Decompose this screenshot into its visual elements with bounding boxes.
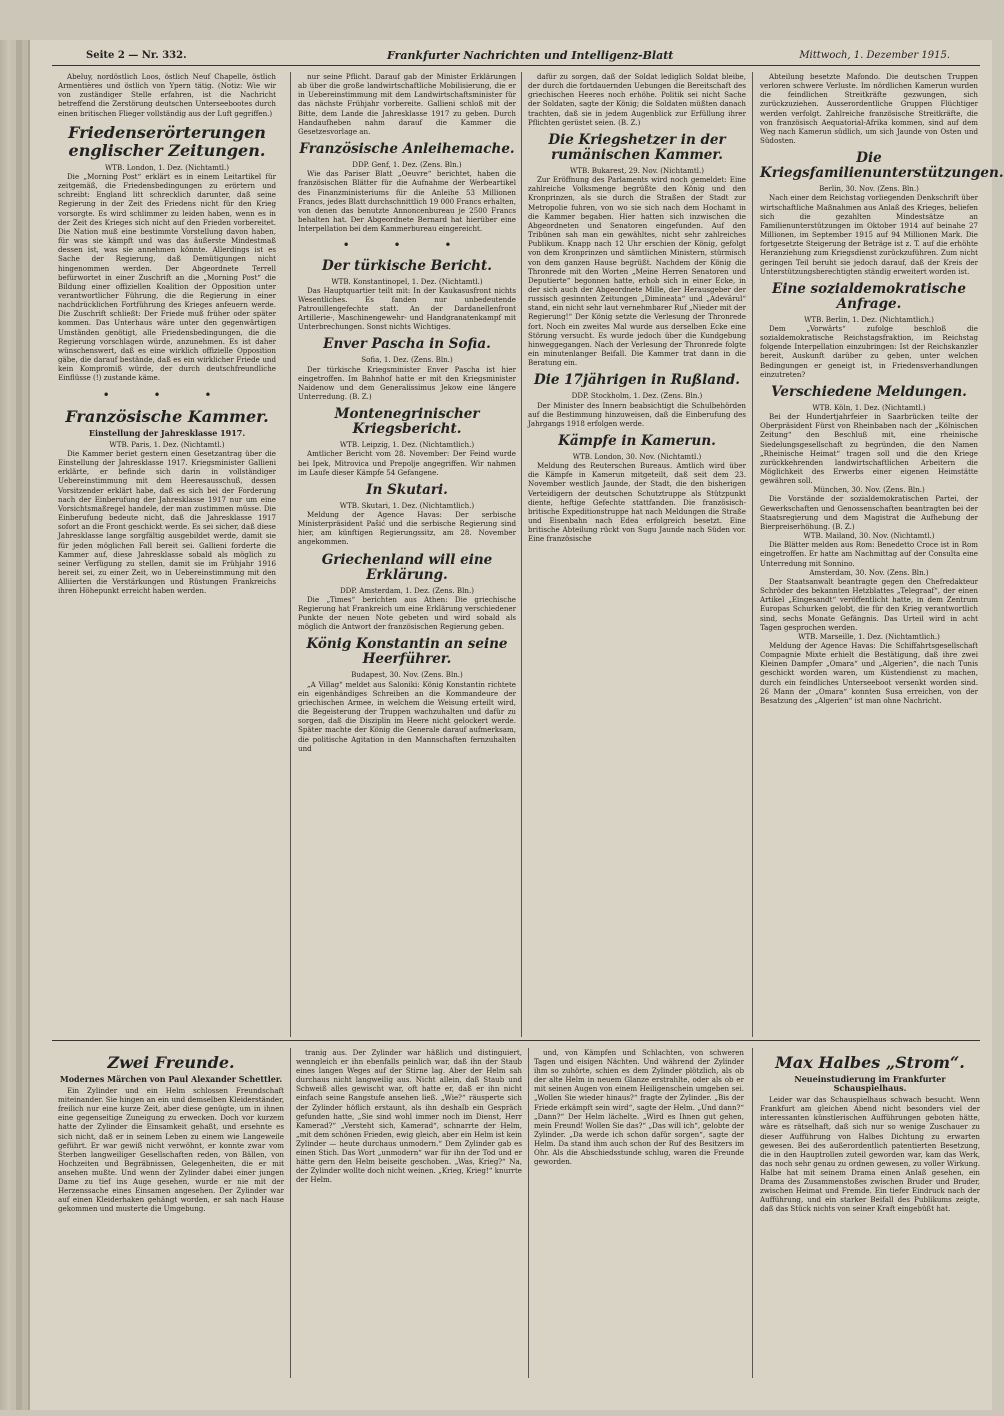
article-text: Der Minister des Innern beabsichtigt die Schulbehörden auf die Bestimmung hinzuweisen, daß die Einberufung des Jahrgangs 1918 erfolgen werde. [528,400,746,428]
article-text: Meldung der Agence Havas: Der serbische Ministerpräsident Pašić und die serbische Regierung sind hier, am künftigen Regierungssitz, am 28. November angekommen. [298,510,516,547]
article-text: Der Staatsanwalt beantragte gegen den Chefredakteur Schröder des bekannten Hetzblattes „Telegraaf“, der einen Artikel „Eingesandt“ veröffentlicht hatte, in dem Zentrum Europas Schurken gelobt, die für den Krieg verantwortlich sind, sechs Monate Gefängnis. Das Urteil wird in acht Tagen gesprochen werden. [760,576,978,632]
article-text: Wie das Pariser Blatt „Oeuvre“ berichtet, haben die französischen Blätter für die Aufnahme der Werbeartikel des Finanzministeriums für die Anleihe 53 Millionen Francs, jedes Blatt durchschnittlich 19 000 Francs erhalten, von denen das benutzte Annoncenbureau je 2500 Francs behalten hat. Der Abgeordnete Bernard hat hierüber eine Interpellation bei dem Kammerbureau eingereicht. [298,169,516,234]
article-dateline: Berlin, 30. Nov. (Zens. Bln.) [819,184,919,194]
article-headline: Französische Kammer. [65,406,269,426]
column-rule [528,1048,529,1378]
page-number: Seite 2 — Nr. 332. [86,50,187,61]
article-dateline: WTB. Berlin, 1. Dez. (Nichtamtlich.) [804,314,934,324]
feuilleton-text: tranig aus. Der Zylinder war häßlich und distinguiert, wenngleich er ihn ebenfalls peinlich war, daß ihn der Staub eines langen Weges auf der Stirne lag. Aber der Helm sah durchaus nicht langweilig aus. Nicht allein, daß Staub und Schweiß alles gewischt war, oft hatte er, daß er ihn nicht einfach seine Rangstufe ansehen ließ. „Wie?“ räusperte sich der Zylinder höflich erstaunt, als ihn deshalb ein Gespräch gefunden hatte, „Sie sind wohl immer noch im Dienst, Herr Kamerad?“ „Versteht sich, Kamerad“, schnarrte der Helm, „mit dem schönen Frieden, ewig gleich, aber ein Helm ist kein Zylinder — heute durchaus unmodern.“ Dem Zylinder gab es einen Stich. Das Wort „unmodern“ war für ihn der Tod und er hätte gern den Helm beiseite geschoben. „Was, Krieg?“ Na, der Zylinder wollte doch nicht weinen. „Krieg, Krieg!“ knurrte der Helm. [296,1048,522,1185]
article-dateline: DDP. Amsterdam, 1. Dez. (Zens. Bln.) [340,585,474,595]
article-text: Die „Times“ berichten aus Athen: Die griechische Regierung hat Frankreich um eine Erklärung verschiedener Punkte der neuen Note gebeten und wird sobald als möglich die Antwort der französischen Regierung geben. [298,594,516,632]
article-headline: Der türkische Bericht. [322,257,492,274]
article-text: Der türkische Kriegsminister Enver Pascha ist hier eingetroffen. Im Bahnhof hatte er mit den Kriegsminister Naidenow und dem Generalissimus Jekow eine längere Unterredung. (B. Z.) [298,364,516,402]
feuilleton-text: und, von Kämpfen und Schlachten, von schweren Tagen und eisigen Nächten. Und während der Zylinder ihm so zuhörte, schien es dem Zylinder plötzlich, als ob der alte Helm in neuem Glanze erstrahlte, oder als ob er mit seinen Augen von einem Heiligenschein umgeben sei. „Wollen Sie wieder hinaus?“ fragte der Zylinder. „Bis der Friede erkämpft sein wird“, sagte der Helm. „Und dann?“ „Dann?“ Der Helm lächelte. „Wird es Ihnen gut gehen, mein Freund! Wollen Sie das?“ „Das will ich“, gelobte der Zylinder. „Da werde ich schon dafür sorgen“, sagte der Helm. Da stand ihm auch schon der Ruf des Besitzers im Ohr. Als die Abschiedsstunde schlug, waren die Freunde geworden. [534,1048,744,1167]
article-dateline: München, 30. Nov. (Zens. Bln.) [813,485,925,495]
article-text: Die Vorstände der sozialdemokratischen Partei, der Gewerkschaften und Genossenschaften beantragten bei der Staatsregierung und dem Magistrat die Aufhebung der Bierpreiserhöhung. (B. Z.) [760,494,978,531]
feuilleton-text: Ein Zylinder und ein Helm schlossen Freundschaft miteinander. Sie hingen an ein und demselben Kleiderständer, freilich nur eine kurze Zeit, aber diese genügte, um in ihnen eine gegenseitige Zuneigung zu erwecken. Doch vor kurzem hatte der Zylinder die Einsamkeit gehaßt, und ersehnte es sich nicht, daß er in seinem Leben zu einem wie Langeweile geführt. Er war gewiß nicht verwöhnt, er konnte zwar vom Sterben langweiliger Gesellschaften reden, von Bällen, von Hochzeiten und Begräbnissen, Gelegenheiten, die er mit ansehen mußte. Und wenn der Zylinder dabei einer jungen Dame zu tief ins Auge gesehen, wurde er nie mit der Herzenssache eines Einsamen angesehen. Der Zylinder war auf einen Kleiderhaken gehängt worden, er sah nach Hause gekommen und musterte die Umgebung. [58,1086,284,1214]
article-headline: Griechenland will eine Erklärung. [321,551,493,583]
review-text: Leider war das Schauspielhaus schwach besucht. Wenn Frankfurt am gleichen Abend nicht besonders viel der interessanten künstlerischen Aufführungen geboten hätte, wäre es rätselhaft, daß sich nur so wenige Zuschauer zu dieser Aufführung von Halbes Dichtung zu erwarten gewesen. Bei des außerordentlich patentierten Besetzung, die in den Hauptrollen zuteil geworden war, kam das Werk, das noch sehr genau zu ordnen gewesen, zu voller Wirkung. Halbe hat mit seinem Drama einen Anlaß gesehen, ein Drama des Zusammenstoßes zwischen Bruder und Bruder, zwischen Heimat und Fremde. Ein tiefer Eindruck nach der Aufführung, und ein starker Beifall des Publikums zeigte, daß das Stück nichts von seiner Kraft eingebüßt hat. [760,1095,980,1214]
article-headline: Die Kriegshetzer in der rumänischen Kammer. [548,131,726,163]
article-headline: Französische Anleihemache. [299,141,515,158]
page-edge [0,40,28,1410]
feuilleton-column-1 [58,1048,284,1378]
article-dateline: WTB. Paris, 1. Dez. (Nichtamtl.) [109,439,225,449]
article-dateline: Amsterdam, 30. Nov. (Zens. Bln.) [809,567,929,577]
review-title: Max Halbes „Strom“. [775,1053,965,1072]
article-text: Die Blätter melden aus Rom: Benedetto Croce ist in Rom eingetroffen. Er hatte am Nachmittag auf der Consulta eine Unterredung mit Sonnino. [760,540,978,568]
article-text: Abteilung besetzte Mafondo. Die deutschen Truppen verloren schwere Verluste. Im nördlichen Kamerun wurden die feindlichen Streitkräfte gezwungen, sich zurückzuziehen. Ausserordentliche Gruppen Flüchtiger werden verfolgt. Zahlreiche französische Streitkräfte, die von französisch Aequatorial-Afrika kommen, sind auf dem Weg nach Kamerun südlich, um sich Jaunde von Osten und Südosten. [760,72,978,146]
article-dateline: WTB. London, 30. Nov. (Nichtamtl.) [572,452,702,461]
column-1 [58,72,276,1037]
article-text: Dem „Vorwärts“ zufolge beschloß die sozialdemokratische Reichstagsfraktion, im Reichstag folgende Interpellation einzubringen: Ist der Reichskanzler bereit, Auskunft darüber zu geben, unter welchen Bedingungen er geneigt ist, in Friedensverhandlungen einzutreten? [760,323,978,379]
article-text: Abeluy, nordöstlich Loos, östlich Neuf Chapelle, östlich Armentières und östlich von Ypern tätig. (Notiz: Wie wir von zuständiger Stelle erfahren, ist die Nachricht betreffend die Zerstörung deutschen Unterseebootes durch einen britischen Flieger vollständig aus der Luft gegriffen.) [58,72,276,118]
feuilleton-subtitle: Modernes Märchen von Paul Alexander Schettler. [59,1074,283,1084]
article-headline: König Konstantin an seine Heerführer. [306,636,508,668]
article-dateline: DDP. Genf, 1. Dez. (Zens. Bln.) [352,160,462,170]
article-headline: In Skutari. [366,481,448,498]
article-headline: Die Kriegsfamilienunterstützungen. [760,150,1004,182]
article-headline: Montenegrinischer Kriegsbericht. [334,406,480,438]
article-text: Die Kammer beriet gestern einen Gesetzantrag über die Einstellung der Jahresklasse 1917. Kriegsminister Gallieni erklärte, er befinde sich darin in vollständiger Uebereinstimmung mit dem Heeresausschuß, dessen Vorsitzender erklärt habe, daß es sich bei der Forderung nach der Einberufung der Jahresklasse 1917 nur um eine Vorsichtsmaßregel handele, der man zustimmen müsse. Die Einberufung bedeute nicht, daß die Jahresklasse 1917 sofort an die Front geschickt werde. Es sei sicher, daß diese Jahresklasse lange sorgfältig ausgebildet werde, damit sie für jeden möglichen Fall bereit sei. Gallieni forderte die Kammer auf, diese Jahresklasse sobald als möglich zu seiner Verfügung zu stellen, damit sie im Frühjahr 1916 bereit sei, zu einer Zeit, wo in Uebereinstimmung mit den Alliierten die Verstärkungen und Rüstungen Frankreichs ihren Höhepunkt erreicht haben werden. [58,449,276,596]
article-dateline: DDP. Stockholm, 1. Dez. (Zens. Bln.) [571,391,703,401]
article-dateline: WTB. Leipzig, 1. Dez. (Nichtamtlich.) [339,440,475,450]
page-header [52,45,980,66]
article-dateline: WTB. Mailand, 30. Nov. (Nichtamtl.) [803,531,935,541]
section-divider: • • • [342,238,472,253]
article-text: dafür zu sorgen, daß der Soldat lediglich Soldat bleibe, der durch die fortdauernden Uebungen die Bereitschaft des griechischen Heeres noch erhöhe. Politik sei nicht Sache der Soldaten, sagte der König; die Soldaten müßten danach trachten, daß sie in jedem Augenblick zur Erfüllung ihrer Pflichten gerüstet seien. (B. Z.) [528,72,746,127]
column-rule [521,72,522,1037]
column-4 [760,72,1004,1037]
article-text: Bei der Hundertjahrfeier in Saarbrücken teilte der Oberpräsident Fürst von Rheinbaben nach der „Kölnischen Zeitung“ den Beschluß mit, eine rheinische Siedelungsgesellschaft zu begründen, die den Namen „Rheinische Heimat“ tragen soll und die den Kriege zurückkehrenden landwirtschaftlichen Arbeitern die Möglichkeit des Erwerbs einer eigenen Heimstätte gewähren soll. [760,412,978,486]
article-dateline: WTB. Konstantinopel, 1. Dez. (Nichtamtl.) [331,276,483,286]
feuilleton-column-4 [760,1048,980,1378]
newspaper-title: Frankfurter Nachrichten und Intelligenz-Blatt [387,49,674,62]
article-headline: Kämpfe in Kamerun. [558,433,716,449]
column-rule [752,1048,753,1378]
article-text: Meldung des Reuterschen Bureaus. Amtlich wird über die Kämpfe in Kamerun mitgeteilt, daß seit dem 23. November westlich Jaunde, der Stadt, die den bisherigen Verteidigern der deutschen Schutztruppe als Stützpunkt diente, heftige Gefechte stattfanden. Die französisch-britische Expeditionstruppe hat nach Meldungen die Straße und Eisenbahn nach Edea erfolgreich besetzt. Eine britische Abteilung rückt von Sugu Jaunde nach Süden vor. Eine französische [528,461,746,544]
article-dateline: WTB. London, 1. Dez. (Nichtamtl.) [104,162,230,172]
section-divider: • • • [102,387,232,402]
article-dateline: WTB. Marseille, 1. Dez. (Nichtamtlich.) [798,631,940,641]
column-3 [528,72,746,1037]
article-headline: Die 17jährigen in Rußland. [534,372,740,389]
article-headline: Enver Pascha in Sofia. [323,336,491,353]
article-text: Meldung der Agence Havas: Die Schiffahrtsgesellschaft Compagnie Mixte erhielt die Bestätigung, daß ihre zwei Kleinen Dampfer „Omara“ und „Algerien“, die nach Tunis geschickt worden waren, um Küstendienst zu machen, durch ein feindliches Unterseeboot versenkt worden sind. 26 Mann der „Omara“ konnten Susa erreichen, von der Besatzung des „Algerien“ ist man ohne Nachricht. [760,640,978,705]
article-dateline: WTB. Skutari, 1. Dez. (Nichtamtlich.) [339,500,475,510]
article-text: Amtlicher Bericht vom 28. November: Der Feind wurde bei Ipek, Mitrovica und Prepolje angegriffen. Wir nahmen im Laufe dieser Kämpfe 54 Gefangene. [298,449,516,477]
column-2 [298,72,516,1037]
article-dateline: WTB. Bukarest, 29. Nov. (Nichtamtl.) [569,165,705,175]
feuilleton-column-2 [296,1048,522,1378]
article-headline: Verschiedene Meldungen. [771,383,967,400]
article-text: nur seine Pflicht. Darauf gab der Minister Erklärungen ab über die große landwirtschaftliche Mobilisierung, die er in Uebereinstimmung mit dem Landwirtschaftsminister für das nächste Frühjahr vorbereite. Gallieni schloß mit der Bitte, dem Lande die Jahresklasse 1917 zu geben. Durch Handaufheben nahm darauf die Kammer die Gesetzesvorlage an. [298,72,516,136]
article-text: „A Villag“ meldet aus Saloniki: König Konstantin richtete ein eigenhändiges Schreiben an die Kommandeure der griechischen Armee, in welchem die Weisung erteilt wird, die Begeisterung der Truppen wachzuhalten und dafür zu sorgen, daß die Disziplin im Heere nicht gelockert werde. Später machte der König die Generale darauf aufmerksam, die politische Agitation in den Mannschaften fernzuhalten und [298,679,516,753]
feuilleton-column-3 [534,1048,744,1378]
article-dateline: Sofia, 1. Dez. (Zens. Bln.) [361,355,453,365]
issue-date: Mittwoch, 1. Dezember 1915. [799,50,950,61]
article-text: Zur Eröffnung des Parlaments wird noch gemeldet: Eine zahlreiche Volksmenge begrüßte den König und den Kronprinzen, als sie durch die Straßen der Stadt zur Metropolie fuhren, von wo sie sich nach dem Hochamt in die Kammer begaben. Hier hatten sich inzwischen die Abgeordneten und Senatoren eingefunden. Auf den Tribünen sah man ein gewähltes, nicht sehr zahlreiches Publikum. Knapp nach 12 Uhr erschien der König, gefolgt von dem Kronprinzen und sämtlichen Ministern, stürmisch von dem ganzen Hause begrüßt. Nachdem der König die Thronrede mit den Worten „Meine Herren Senatoren und Deputierte“ begonnen hatte, erhob sich in einer Ecke, in der sich auch der Abgeordnete Mille, der Herausgeber der russisch gesinnten Zeitungen „Dimineața“ und „Adevărul“ stand, ein nicht sehr laut vernehmbarer Ruf „Nieder mit der Regierung!“ Der König setzte die Verlesung der Thronrede fort. Noch ein zweites Mal wurde aus derselben Ecke eine Störung versucht. Es wurde jedoch über die Kundgebung hinweggegangen. Nach der Verlesung der Thronrede folgte ein minutenlanger Beifall. Die Kammer trat dann in die Beratung ein. [528,175,746,368]
column-rule [290,72,291,1037]
article-headline: Friedenserörterungen englischer Zeitungen. [68,122,266,160]
article-text: Nach einer dem Reichstag vorliegenden Denkschrift über wirtschaftliche Maßnahmen aus Anlaß des Krieges, beliefen sich die gezahlten Mindestsätze an Familienunterstützungen im Oktober 1914 auf beinahe 27 Millionen, im September 1915 auf 94 Millionen Mark. Die fortgesetzte Steigerung der Beträge ist z. T. auf die erhöhte Heranziehung zum Kriegsdienst zurückzuführen. Zum nicht geringen Teil beruht sie jedoch darauf, daß der Kreis der Unterstützungsberechtigten ständig erweitert worden ist. [760,193,978,276]
review-subtitle: Neueinstudierung im Frankfurter Schauspielhaus. [794,1074,946,1094]
article-text: Die „Morning Post“ erklärt es in einem Leitartikel für zeitgemäß, die Friedensbedingungen zu erörtern und schreibt: England litt schrecklich darunter, daß seine Regierung in der Zeit des Friedens nicht für den Krieg vorsorgte. Es wird schlimmer zu leiden haben, wenn es in der Zeit des Krieges sich nicht auf den Frieden vorbereitet. Die Nation muß eine bestimmte Vorstellung davon haben, für was sie kämpft und was das äußerste Mindestmaß dessen ist, was sie annehmen könnte. Allerdings ist es Sache der Regierung, daß Demütigungen nicht hingenommen werden. Der Abgeordnete Terrell befürwortet in einer Zuschrift an die „Morning Post“ die Bildung einer offiziellen Koalition der Opposition unter verantwortlicher Führung, die die Regierung in einer nachdrücklichen Fortführung des Krieges anfeuern werde. Die Zuschrift schließt: Der Friede muß früher oder später kommen. Das Unterhaus wäre unter den gegenwärtigen Umständen genötigt, alle Friedensbedingungen, die die Regierung vorschlagen würde, anzunehmen. Es ist daher wünschenswert, daß es eine wirklich offizielle Opposition gäbe, die darauf bestände, daß es ein wirklicher Friede und kein Kompromiß würde, der durch deutschfreundliche Einflüsse (!) zustande käme. [58,171,276,383]
feuilleton-rule [52,1040,980,1041]
article-dateline: WTB. Köln, 1. Dez. (Nichtamtl.) [812,402,926,412]
column-rule [752,72,753,1037]
column-rule [290,1048,291,1378]
article-dateline: Budapest, 30. Nov. (Zens. Bln.) [351,670,463,680]
article-subheadline: Einstellung der Jahresklasse 1917. [88,427,246,438]
feuilleton-title: Zwei Freunde. [107,1053,235,1072]
article-text: Das Hauptquartier teilt mit: In der Kaukasusfront nichts Wesentliches. Es fanden nur unbedeutende Patrouillengefechte statt. An der Dardanellenfront Artillerie-, Maschinengewehr- und Handgranatenkampf mit Unterbrechungen. Sonst nichts Wichtiges. [298,285,516,332]
article-headline: Eine sozialdemokratische Anfrage. [772,280,966,312]
